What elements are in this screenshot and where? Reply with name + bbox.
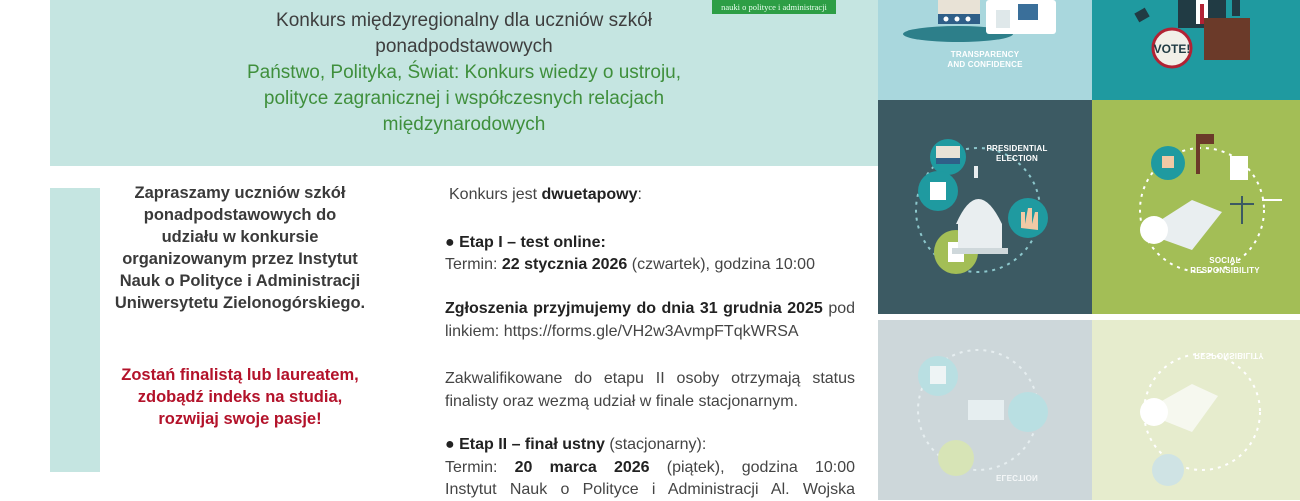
- cta-line: rozwijaj swoje pasje!: [158, 410, 322, 428]
- registration-link[interactable]: https://forms.gle/VH2w3AvmpFTqkWRSA: [503, 323, 799, 340]
- cta-line: zdobądź indeks na studia,: [137, 388, 343, 406]
- social-illustration: [1092, 100, 1300, 314]
- header-line-2: ponadpodstawowych: [375, 36, 553, 57]
- stage1-title: [445, 231, 855, 254]
- panel-transparency: [878, 0, 1092, 100]
- header-line-1: Konkurs międzyregionalny dla uczniów szkół: [276, 10, 652, 31]
- label-transparency: TRANSPARENCY AND CONFIDENCE: [947, 50, 1023, 69]
- panel-vote: [1092, 0, 1300, 100]
- intro-bold: dwuetapowy: [541, 186, 638, 203]
- link-label: linkiem:: [445, 323, 504, 340]
- qualify-line-2: finalisty oraz wezmą udział w finale stacjonarnym.: [445, 393, 799, 410]
- invite-text: [100, 182, 380, 314]
- contest-title-line-1: Państwo, Polityka, Świat: Konkurs wiedzy o ustroju,: [246, 62, 682, 83]
- invite-line: Nauk o Polityce i Administracji: [119, 272, 361, 290]
- registration-line: [445, 297, 855, 320]
- intro-suffix: :: [637, 186, 642, 203]
- stage2-title: [445, 433, 855, 456]
- stage1-time: (czwartek), godzina 10:00: [627, 256, 815, 273]
- institute-logo-text: nauki o polityce i administracji: [712, 0, 836, 14]
- vote-illustration: [1092, 0, 1300, 100]
- invite-line: Uniwersytetu Zielonogórskiego.: [114, 294, 366, 312]
- cta-line: Zostań finalistą lub laureatem,: [121, 366, 359, 384]
- header-banner: [50, 0, 878, 166]
- panel-faded-presidential: [878, 320, 1092, 500]
- registration-rest: pod: [822, 300, 856, 317]
- label-presidential-mirrored: ELECTION: [995, 473, 1039, 482]
- intro-line: [449, 183, 859, 206]
- term-label: Termin:: [445, 256, 502, 273]
- panel-presidential-election: [878, 100, 1092, 314]
- stage2-time: (piątek), godzina 10:00: [649, 459, 856, 476]
- contest-title-line-3: międzynarodowych: [382, 114, 546, 135]
- invite-line: ponadpodstawowych do: [143, 206, 337, 224]
- vote-badge-text: VOTE!: [1153, 42, 1191, 56]
- stage1-term: [445, 253, 855, 276]
- invite-line: organizowanym przez Instytut: [122, 250, 358, 268]
- left-accent-bar: [50, 188, 100, 472]
- panel-social-responsibility: [1092, 100, 1300, 314]
- stage2-place: Instytut Nauk o Polityce i Administracji Al. Wojska: [445, 481, 855, 498]
- call-to-action: [100, 364, 380, 430]
- stage2-title-text: ● Etap II – finał ustny: [445, 436, 605, 453]
- qualify-line-1: Zakwalifikowane do etapu II osoby otrzymają status: [445, 370, 855, 387]
- presidential-illustration: [878, 100, 1092, 314]
- contest-title-line-2: polityce zagranicznej i współczesnych relacjach: [263, 88, 665, 109]
- label-social: SOCIAL RESPONSIBILITY: [1190, 256, 1260, 275]
- panel-faded-social: [1092, 320, 1300, 500]
- stage1-title-text: ● Etap I – test online:: [445, 234, 606, 251]
- term-label: Termin:: [445, 459, 515, 476]
- stage1-date: 22 stycznia 2026: [501, 256, 628, 273]
- stage2-term: [445, 456, 855, 479]
- stage2-date: 20 marca 2026: [514, 459, 650, 476]
- label-presidential: PRESIDENTIAL ELECTION: [986, 144, 1048, 163]
- stage2-note: (stacjonarny):: [604, 436, 707, 453]
- invite-line: Zapraszamy uczniów szkół: [134, 184, 346, 202]
- intro-prefix: Konkurs jest: [449, 186, 542, 203]
- label-social-mirrored: RESPONSIBILITY: [1194, 351, 1264, 360]
- faded-social-illustration: [1092, 320, 1300, 500]
- invite-line: udziału w konkursie: [161, 228, 319, 246]
- registration-deadline: Zgłoszenia przyjmujemy do dnia 31 grudnia 2025: [445, 300, 823, 317]
- registration-link-line: [445, 320, 855, 343]
